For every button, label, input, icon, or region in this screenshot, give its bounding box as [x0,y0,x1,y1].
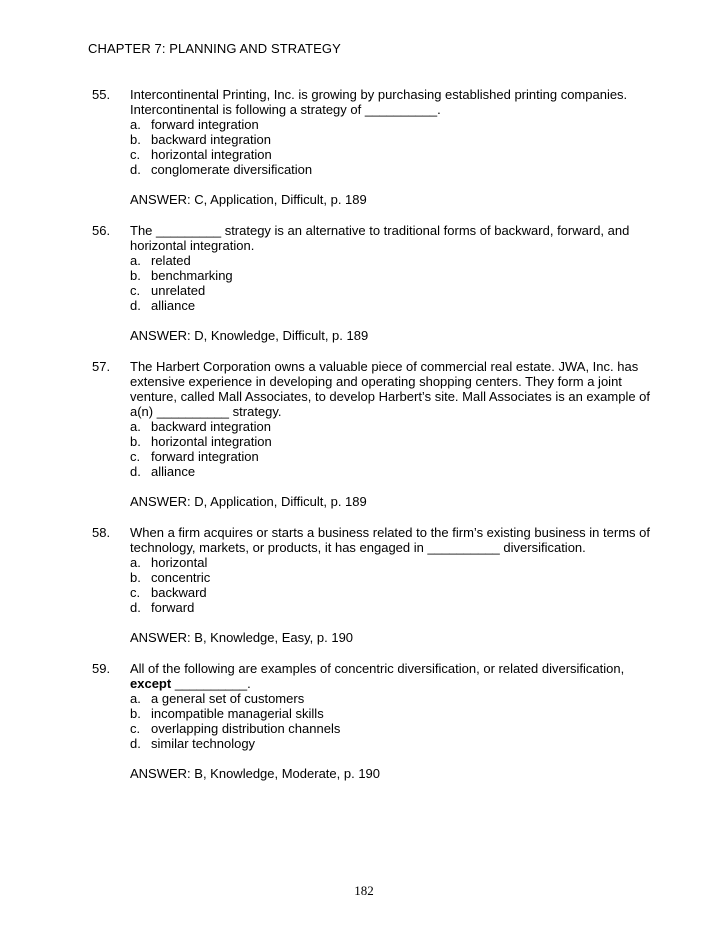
question-number: 57. [92,359,111,374]
option-d: d. similar technology [130,736,256,751]
question-number: 55. [92,87,111,102]
option-b: b. horizontal integration [130,434,272,449]
question-number: 56. [92,223,111,238]
question-56 [0,223,728,343]
option-d: d. alliance [130,464,196,479]
question-stem: The Harbert Corporation owns a valuable piece of commercial real estate. JWA, Inc. has extensive experience in developing and operating shopping centers. They form a joint venture, called Mall Associates, to develop Harbert’s site. Mall Associates is an example of a(n) __________ strategy. [130,359,651,419]
question-57 [0,359,728,509]
question-number: 59. [92,661,111,676]
question-59 [0,661,728,781]
answer-line: ANSWER: C, Application, Difficult, p. 189 [130,192,367,207]
option-b: b. concentric [130,570,211,585]
option-list [130,117,650,177]
question-stem: Intercontinental Printing, Inc. is growing by purchasing established printing companies. Intercontinental is following a strategy of __________. [130,87,628,117]
question-list [0,87,728,797]
option-b: b. incompatible managerial skills [130,706,324,721]
answer-line: ANSWER: D, Knowledge, Difficult, p. 189 [130,328,369,343]
chapter-header: CHAPTER 7: PLANNING AND STRATEGY [88,41,341,56]
option-b: b. backward integration [130,132,271,147]
except-emphasis: except [130,676,172,691]
question-stem: All of the following are examples of concentric diversification, or related diversification, except __________. [130,661,625,691]
option-d: d. alliance [130,298,196,313]
option-a: a. a general set of customers [130,691,305,706]
option-a: a. backward integration [130,419,271,434]
option-d: d. conglomerate diversification [130,162,313,177]
question-58 [0,525,728,645]
question-55 [0,87,728,207]
option-list [130,419,650,479]
option-a: a. horizontal [130,555,208,570]
option-c: c. overlapping distribution channels [130,721,341,736]
option-list [130,555,650,615]
option-b: b. benchmarking [130,268,233,283]
option-c: c. backward [130,585,207,600]
option-c: c. horizontal integration [130,147,272,162]
option-a: a. forward integration [130,117,259,132]
answer-line: ANSWER: B, Knowledge, Easy, p. 190 [130,630,354,645]
answer-line: ANSWER: B, Knowledge, Moderate, p. 190 [130,766,381,781]
option-c: c. unrelated [130,283,206,298]
question-stem: When a firm acquires or starts a business related to the firm’s existing business in terms of technology, markets, or products, it has engaged in __________ diversification. [130,525,650,555]
option-c: c. forward integration [130,449,259,464]
option-a: a. related [130,253,191,268]
page-number: 182 [354,883,374,898]
question-number: 58. [92,525,111,540]
option-list [130,691,650,751]
answer-line: ANSWER: D, Application, Difficult, p. 189 [130,494,367,509]
option-list [130,253,650,313]
question-stem: The _________ strategy is an alternative to traditional forms of backward, forward, and horizontal integration. [130,223,630,253]
option-d: d. forward [130,600,195,615]
